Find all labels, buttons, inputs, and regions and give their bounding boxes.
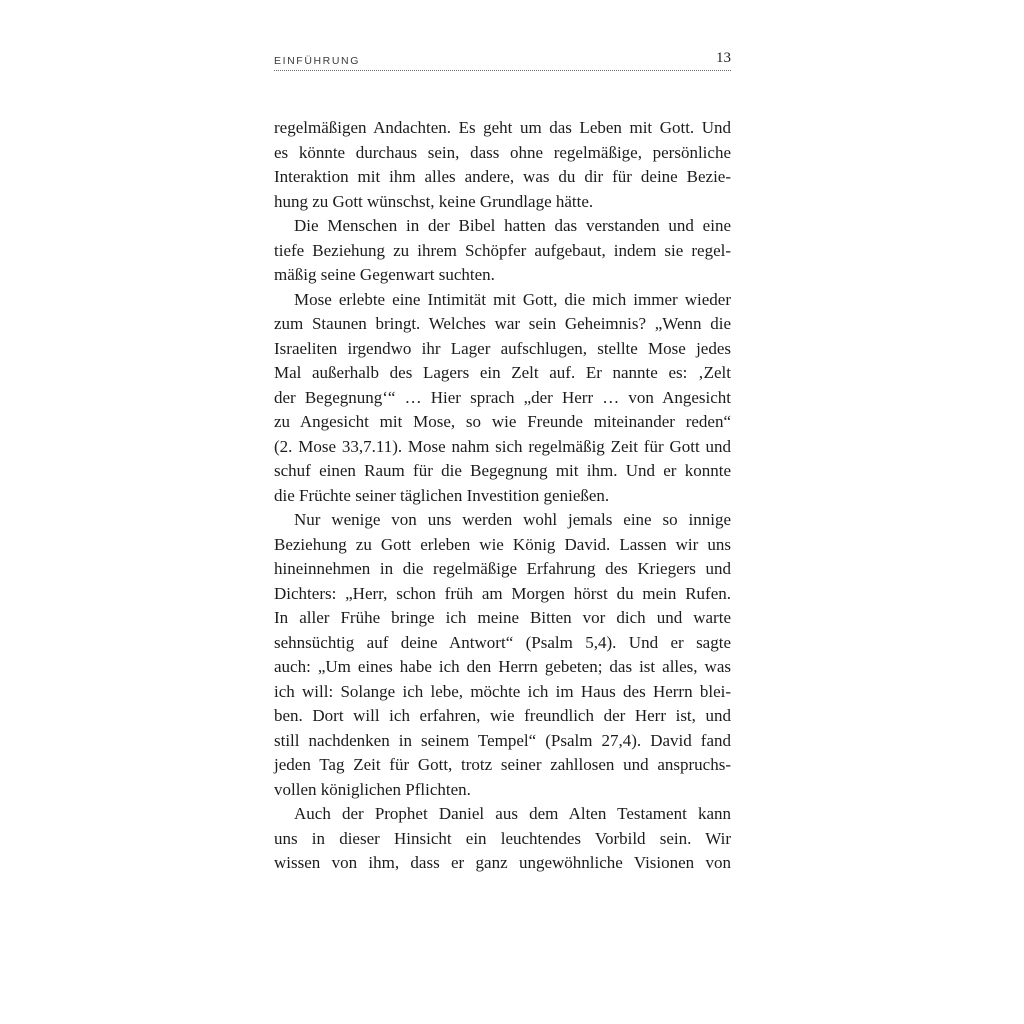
text-line: ich will: Solange ich lebe, möchte ich im Haus des Herrn blei- bbox=[274, 681, 731, 701]
text-line: In aller Frühe bringe ich meine Bitten vor dich und warte bbox=[274, 608, 731, 627]
text-line: tiefe Beziehung zu ihrem Schöpfer aufgebaut, indem sie regel- bbox=[274, 240, 731, 260]
section-title: EINFÜHRUNG bbox=[274, 55, 360, 67]
book-page bbox=[274, 48, 731, 876]
text-line: Mal außerhalb des Lagers ein Zelt auf. Er nannte es: ‚Zelt bbox=[274, 363, 731, 382]
running-header bbox=[274, 48, 731, 71]
text-line: hung zu Gott wünschst, keine Grundlage hätte. bbox=[274, 191, 594, 211]
text-line: (2. Mose 33,7.11). Mose nahm sich regelmäßig Zeit für Gott und bbox=[274, 436, 731, 456]
text-line: vollen königlichen Pflichten. bbox=[274, 779, 471, 799]
text-line: regelmäßigen Andachten. Es geht um das Leben mit Gott. Und bbox=[274, 118, 731, 137]
text-line: still nachdenken in seinem Tempel“ (Psalm 27,4). David fand bbox=[274, 730, 731, 750]
text-line: zu Angesicht mit Mose, so wie Freunde miteinander reden“ bbox=[274, 412, 731, 431]
text-line: mäßig seine Gegenwart suchten. bbox=[274, 265, 495, 284]
text-line: Die Menschen in der Bibel hatten das verstanden und eine bbox=[294, 216, 731, 235]
text-line: schuf einen Raum für die Begegnung mit ihm. Und er konnte bbox=[274, 461, 731, 480]
text-line: Beziehung zu Gott erleben wie König David. Lassen wir uns bbox=[274, 534, 731, 554]
text-line: Nur wenige von uns werden wohl jemals eine so innige bbox=[294, 510, 731, 529]
page-number: 13 bbox=[716, 50, 731, 66]
text-line: ben. Dort will ich erfahren, wie freundlich der Herr ist, und bbox=[274, 706, 731, 725]
text-line: Mose erlebte eine Intimität mit Gott, die mich immer wieder bbox=[294, 289, 731, 309]
text-line: uns in dieser Hinsicht ein leuchtendes Vorbild sein. Wir bbox=[274, 828, 731, 848]
body-text bbox=[274, 116, 731, 876]
text-line: die Früchte seiner täglichen Investition genießen. bbox=[274, 485, 610, 505]
text-line: sehnsüchtig auf deine Antwort“ (Psalm 5,4). Und er sagte bbox=[274, 632, 731, 652]
text-line: zum Staunen bringt. Welches war sein Geheimnis? „Wenn die bbox=[274, 314, 731, 333]
text-line: Israeliten irgendwo ihr Lager aufschlugen, stellte Mose jedes bbox=[274, 338, 731, 358]
text-line: Interaktion mit ihm alles andere, was du dir für deine Bezie- bbox=[274, 167, 731, 186]
text-line: jeden Tag Zeit für Gott, trotz seiner zahllosen und anspruchs- bbox=[274, 755, 731, 774]
text-line: Auch der Prophet Daniel aus dem Alten Testament kann bbox=[294, 804, 731, 823]
text-line: es könnte durchaus sein, dass ohne regelmäßige, persönliche bbox=[274, 142, 731, 162]
text-line: wissen von ihm, dass er ganz ungewöhnliche Visionen von bbox=[274, 853, 731, 872]
text-line: auch: „Um eines habe ich den Herrn gebeten; das ist alles, was bbox=[274, 657, 731, 676]
text-line: hineinnehmen in die regelmäßige Erfahrung des Kriegers und bbox=[274, 559, 731, 578]
text-line: der Begegnung‘“ … Hier sprach „der Herr … von Angesicht bbox=[274, 387, 731, 407]
text-line: Dichters: „Herr, schon früh am Morgen hörst du mein Rufen. bbox=[274, 583, 731, 603]
